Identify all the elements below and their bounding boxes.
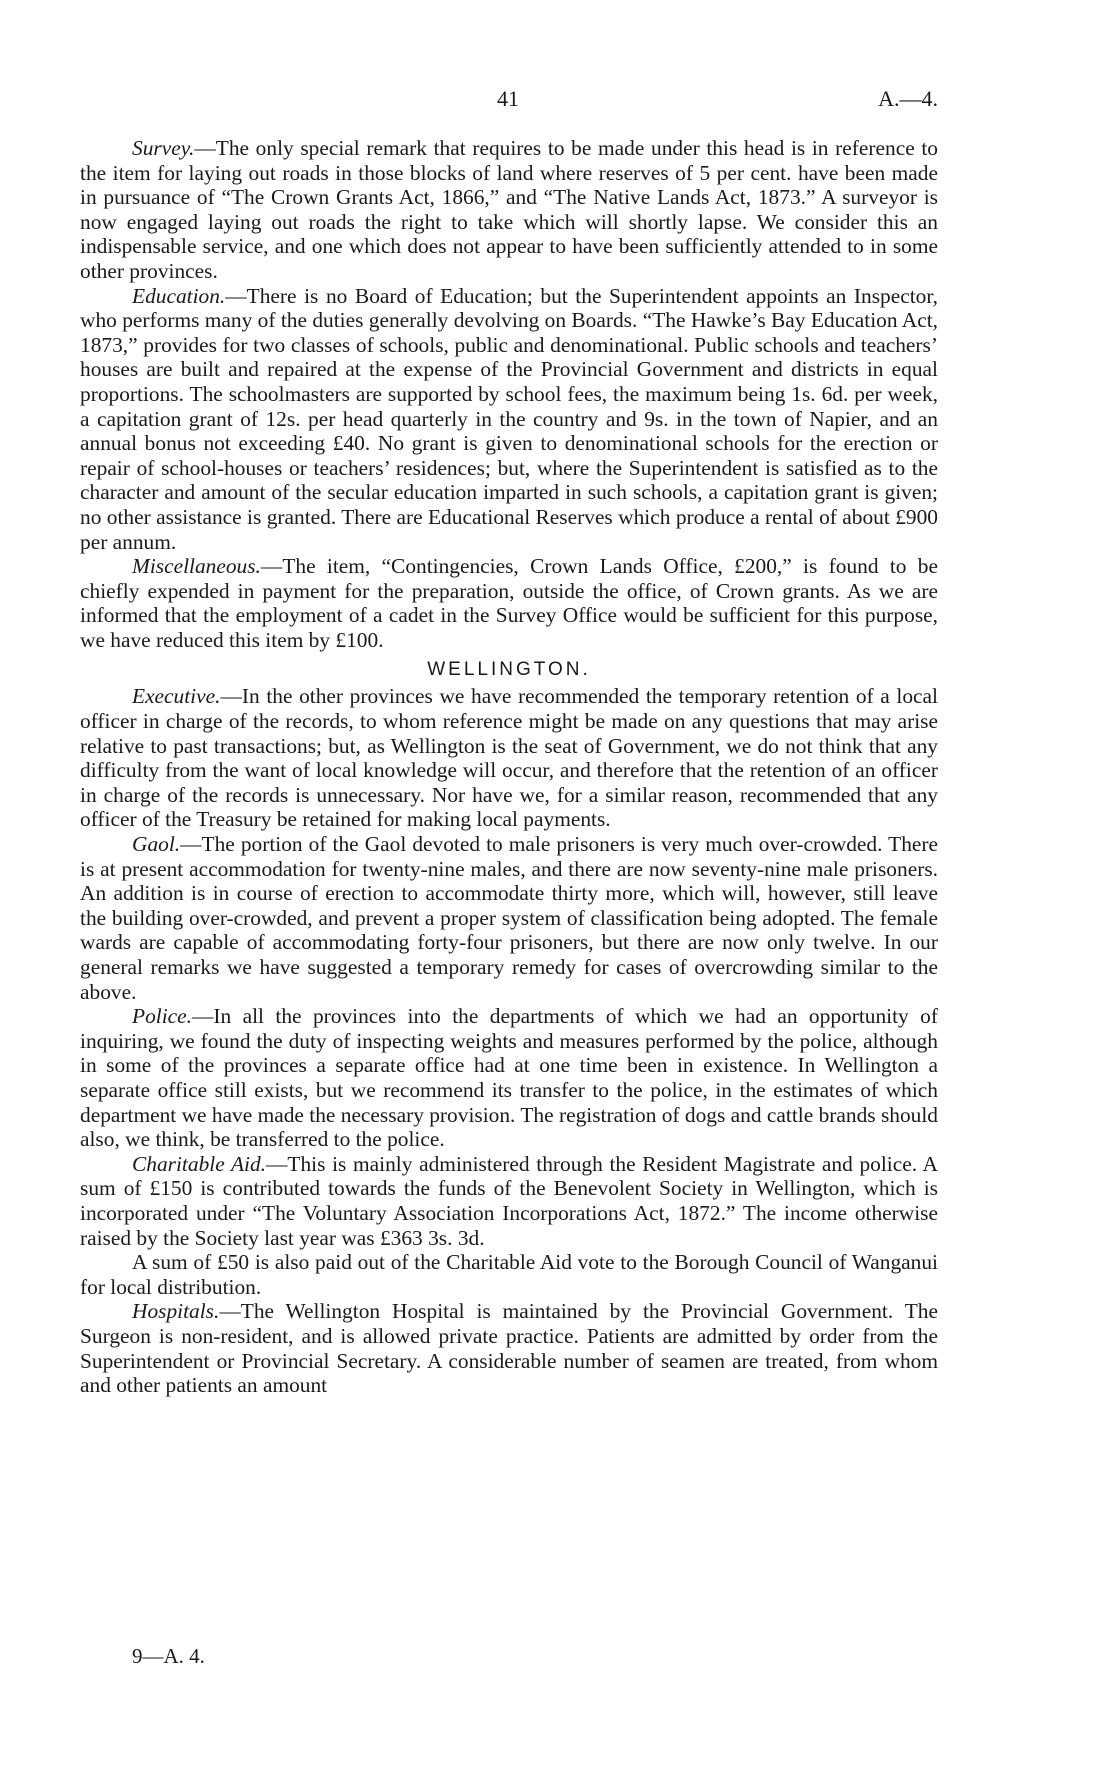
page-number: 41 <box>497 86 519 111</box>
paragraph-education <box>80 284 938 555</box>
paragraph-wanganui-grant <box>80 1250 938 1299</box>
paragraph-text: —This is mainly administered through the Resident Magistrate and police. A sum of £150 is contributed towards the funds of the Benevolent Society in Wellington, which is incorporated under “The Voluntary Association Incorporations Act, 1872.” The income otherwise raised by the Society last year was £363 3s. 3d. <box>80 1151 938 1250</box>
run-head: Survey. <box>132 136 195 160</box>
run-head: Police. <box>132 1004 192 1029</box>
paper-reference: A.—4. <box>878 86 938 111</box>
paragraph-charitable-aid <box>80 1152 938 1250</box>
run-head: Miscellaneous. <box>132 554 261 579</box>
run-head: Executive. <box>132 684 221 709</box>
paragraph-hospitals <box>80 1299 938 1397</box>
signature-mark: 9—A. 4. <box>132 1644 205 1668</box>
paragraph-text: —The Wellington Hospital is maintained by the Provincial Government. The Surgeon is non-resident, and is allowed private practice. Patients are admitted by order from the Superintendent or Provincial Secretary. A considerable number of seamen are treated, from whom and other patients an amount <box>80 1299 938 1398</box>
run-head: Education. <box>132 283 226 308</box>
section-heading-wellington: WELLINGTON. <box>427 659 591 681</box>
paragraph-survey <box>80 136 938 284</box>
paragraph-police <box>80 1004 938 1152</box>
paragraph-text: A sum of £50 is also paid out of the Charitable Aid vote to the Borough Council of Wanganui for local distribution. <box>80 1250 938 1299</box>
paragraph-text: —There is no Board of Education; but the Superintendent appoints an Inspector, who performs many of the duties generally devolving on Boards. “The Hawke’s Bay Education Act, 1873,” provides for two classes of schools, public and denominational. Public schools and teachers’ houses are built and repaired at the expense of the Provincial Government and districts in equal proportions. The schoolmasters are supported by school fees, the maximum being 1s. 6d. per week, a capitation grant of 12s. per head quarterly in the country and 9s. in the town of Napier, and an annual bonus not exceeding £40. No grant is given to denominational schools for the erection or repair of school-houses or teachers’ residences; but, where the Superintendent is satisfied as to the character and amount of the secular education imparted in such schools, a capitation grant is given; no other assistance is granted. There are Educational Reserves which produce a rental of about £900 per annum. <box>80 283 938 554</box>
paragraph-executive <box>80 684 938 832</box>
run-head: Hospitals. <box>132 1299 220 1324</box>
paragraph-gaol <box>80 832 938 1004</box>
run-head: Charitable Aid. <box>132 1151 267 1176</box>
paragraph-text: —The only special remark that requires to be made under this head is in reference to the item for laying out roads in those blocks of land where reserves of 5 per cent. have been made in pursuance of “The Crown Grants Act, 1866,” and “The Native Lands Act, 1873.” A surveyor is now engaged laying out roads the right to take which will shortly lapse. We consider this an indispensable service, and one which does not appear to have been sufficiently attended to in some other provinces. <box>80 136 938 283</box>
page-header <box>78 86 938 116</box>
paragraph-text: —The portion of the Gaol devoted to male prisoners is very much over-crowded. There is at present accommodation for twenty-nine males, and there are now seventy-nine male prisoners. An addition is in course of erection to accommodate thirty more, which will, however, still leave the building over-crowded, and prevent a proper system of classification being adopted. The female wards are capable of accommodating forty-four prisoners, but there are now only twelve. In our general remarks we have suggested a temporary remedy for cases of overcrowding similar to the above. <box>80 832 938 1004</box>
paragraph-text: —In all the provinces into the departments of which we had an opportunity of inquiring, we found the duty of inspecting weights and measures performed by the police, although in some of the provinces a separate office had at one time been in existence. In Wellington a separate office still exists, but we recommend its transfer to the police, in the estimates of which department we have made the necessary provision. The registration of dogs and cattle brands should also, we think, be transferred to the police. <box>80 1004 938 1152</box>
paragraph-text: —In the other provinces we have recommended the temporary retention of a local officer in charge of the records, to whom reference might be made on any questions that may arise relative to past transactions; but, as Wellington is the seat of Government, we do not think that any difficulty from the want of local knowledge will occur, and therefore that the retention of an officer in charge of the records is unnecessary. Nor have we, for a similar reason, recommended that any officer of the Treasury be retained for making local payments. <box>80 684 938 832</box>
run-head: Gaol. <box>132 832 181 857</box>
paragraph-miscellaneous <box>80 554 938 652</box>
paragraph-text: —The item, “Contingencies, Crown Lands Office, £200,” is found to be chiefly expended in payment for the preparation, outside the office, of Crown grants. As we are informed that the employment of a cadet in the Survey Office would be sufficient for this purpose, we have reduced this item by £100. <box>80 554 938 652</box>
body-text <box>80 136 938 1398</box>
